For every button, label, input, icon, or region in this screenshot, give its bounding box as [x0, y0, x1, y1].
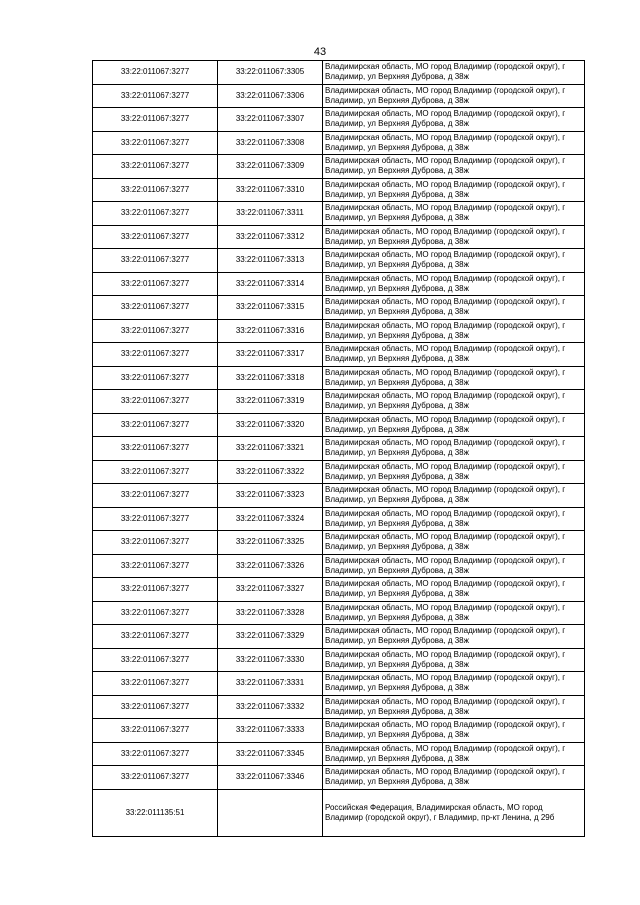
- address-cell: [323, 390, 585, 414]
- object-number-cell: 33:22:011067:3325: [218, 531, 323, 555]
- address-line: Владимир, ул Верхняя Дуброва, д 38ж: [325, 401, 469, 411]
- address-line: Владимирская область, МО город Владимир (городской округ), г: [325, 743, 566, 753]
- table-row: [93, 695, 585, 719]
- parcel-number-cell: 33:22:011067:3277: [93, 413, 218, 437]
- parcel-number-cell: 33:22:011067:3277: [93, 578, 218, 602]
- table-row: [93, 766, 585, 790]
- object-number-cell: 33:22:011067:3329: [218, 625, 323, 649]
- address-cell: [323, 131, 585, 155]
- object-number-cell: 33:22:011067:3332: [218, 695, 323, 719]
- address-line: Владимир, ул Верхняя Дуброва, д 38ж: [325, 166, 469, 176]
- address-line: Владимирская область, МО город Владимир (городской округ), г: [325, 226, 566, 236]
- table-row: [93, 366, 585, 390]
- object-number-cell: 33:22:011067:3313: [218, 249, 323, 273]
- address-line: Владимир, ул Верхняя Дуброва, д 38ж: [325, 72, 469, 82]
- address-cell: [323, 507, 585, 531]
- address-line: Владимир, ул Верхняя Дуброва, д 38ж: [325, 471, 469, 481]
- address-line: Владимирская область, МО город Владимир (городской округ), г: [325, 649, 566, 659]
- table-row: [93, 296, 585, 320]
- table-row: [93, 648, 585, 672]
- address-cell: [323, 155, 585, 179]
- table-row: [93, 625, 585, 649]
- address-line: Владимир, ул Верхняя Дуброва, д 38ж: [325, 565, 469, 575]
- table-row: [93, 343, 585, 367]
- address-cell: [323, 319, 585, 343]
- object-number-cell: 33:22:011067:3330: [218, 648, 323, 672]
- address-cell: [323, 789, 585, 836]
- table-row: [93, 742, 585, 766]
- parcel-number-cell: 33:22:011067:3277: [93, 601, 218, 625]
- table-row: [93, 719, 585, 743]
- address-cell: [323, 61, 585, 85]
- object-number-cell: 33:22:011067:3320: [218, 413, 323, 437]
- address-line: Владимирская область, МО город Владимир (городской округ), г: [325, 767, 566, 777]
- address-cell: [323, 672, 585, 696]
- address-line: Владимирская область, МО город Владимир (городской округ), г: [325, 461, 566, 471]
- address-line: Владимирская область, МО город Владимир (городской округ), г: [325, 203, 566, 213]
- address-line: Владимирская область, МО город Владимир (городской округ), г: [325, 626, 566, 636]
- table-row: [93, 413, 585, 437]
- object-number-cell: 33:22:011067:3319: [218, 390, 323, 414]
- table-row: [93, 155, 585, 179]
- address-line: Владимир, ул Верхняя Дуброва, д 38ж: [325, 330, 469, 340]
- object-number-cell: 33:22:011067:3326: [218, 554, 323, 578]
- parcel-number-cell: 33:22:011067:3277: [93, 108, 218, 132]
- table-row: [93, 131, 585, 155]
- address-cell: [323, 84, 585, 108]
- address-line: Владимирская область, МО город Владимир (городской округ), г: [325, 696, 566, 706]
- address-line: Владимирская область, МО город Владимир (городской округ), г: [325, 109, 566, 119]
- address-line: Владимирская область, МО город Владимир (городской округ), г: [325, 273, 566, 283]
- cadastral-table: [92, 60, 585, 837]
- address-line: Владимирская область, МО город Владимир (городской округ), г: [325, 532, 566, 542]
- address-cell: [323, 343, 585, 367]
- address-cell: [323, 531, 585, 555]
- parcel-number-cell: 33:22:011067:3277: [93, 202, 218, 226]
- table-row: [93, 249, 585, 273]
- object-number-cell: 33:22:011067:3331: [218, 672, 323, 696]
- address-cell: [323, 413, 585, 437]
- table-row: [93, 272, 585, 296]
- address-line: Владимирская область, МО город Владимир (городской округ), г: [325, 62, 566, 72]
- object-number-cell: 33:22:011067:3327: [218, 578, 323, 602]
- address-line: Владимир, ул Верхняя Дуброва, д 38ж: [325, 495, 469, 505]
- parcel-number-cell: 33:22:011067:3277: [93, 719, 218, 743]
- table-row: [93, 601, 585, 625]
- table-row: [93, 484, 585, 508]
- parcel-number-cell: 33:22:011067:3277: [93, 695, 218, 719]
- address-cell: [323, 178, 585, 202]
- table-row: [93, 789, 585, 836]
- parcel-number-cell: 33:22:011067:3277: [93, 343, 218, 367]
- object-number-cell: [218, 789, 323, 836]
- object-number-cell: 33:22:011067:3317: [218, 343, 323, 367]
- object-number-cell: 33:22:011067:3314: [218, 272, 323, 296]
- address-line: Владимир, ул Верхняя Дуброва, д 38ж: [325, 706, 469, 716]
- object-number-cell: 33:22:011067:3307: [218, 108, 323, 132]
- parcel-number-cell: 33:22:011067:3277: [93, 61, 218, 85]
- object-number-cell: 33:22:011067:3318: [218, 366, 323, 390]
- cadastral-table-body: [93, 61, 585, 837]
- address-line: Владимирская область, МО город Владимир (городской округ), г: [325, 320, 566, 330]
- address-cell: [323, 202, 585, 226]
- address-line: Владимирская область, МО город Владимир (городской округ), г: [325, 250, 566, 260]
- address-line: Владимир, ул Верхняя Дуброва, д 38ж: [325, 119, 469, 129]
- address-cell: [323, 366, 585, 390]
- object-number-cell: 33:22:011067:3322: [218, 460, 323, 484]
- address-cell: [323, 719, 585, 743]
- parcel-number-cell: 33:22:011067:3277: [93, 554, 218, 578]
- address-line: Владимир, ул Верхняя Дуброва, д 38ж: [325, 189, 469, 199]
- parcel-number-cell: 33:22:011067:3277: [93, 296, 218, 320]
- address-line: Владимирская область, МО город Владимир (городской округ), г: [325, 438, 566, 448]
- address-line: Владимир, ул Верхняя Дуброва, д 38ж: [325, 612, 469, 622]
- parcel-number-cell: 33:22:011067:3277: [93, 507, 218, 531]
- parcel-number-cell: 33:22:011067:3277: [93, 84, 218, 108]
- address-line: Владимирская область, МО город Владимир (городской округ), г: [325, 673, 566, 683]
- table-row: [93, 319, 585, 343]
- address-line: Владимирская область, МО город Владимир (городской округ), г: [325, 579, 566, 589]
- parcel-number-cell: 33:22:011067:3277: [93, 625, 218, 649]
- address-cell: [323, 296, 585, 320]
- object-number-cell: 33:22:011067:3316: [218, 319, 323, 343]
- parcel-number-cell: 33:22:011067:3277: [93, 437, 218, 461]
- object-number-cell: 33:22:011067:3328: [218, 601, 323, 625]
- parcel-number-cell: 33:22:011067:3277: [93, 178, 218, 202]
- address-line: Российская Федерация, Владимирская область, МО город: [325, 802, 543, 812]
- address-line: Владимир (городской округ), г Владимир, пр-кт Ленина, д 29б: [325, 812, 555, 822]
- address-cell: [323, 766, 585, 790]
- address-line: Владимирская область, МО город Владимир (городской округ), г: [325, 156, 566, 166]
- address-line: Владимирская область, МО город Владимир (городской округ), г: [325, 344, 566, 354]
- table-row: [93, 108, 585, 132]
- address-line: Владимир, ул Верхняя Дуброва, д 38ж: [325, 236, 469, 246]
- address-line: Владимирская область, МО город Владимир (городской округ), г: [325, 555, 566, 565]
- address-line: Владимирская область, МО город Владимир (городской округ), г: [325, 720, 566, 730]
- object-number-cell: 33:22:011067:3312: [218, 225, 323, 249]
- parcel-number-cell: 33:22:011067:3277: [93, 766, 218, 790]
- address-line: Владимирская область, МО город Владимир (городской округ), г: [325, 602, 566, 612]
- address-cell: [323, 695, 585, 719]
- address-cell: [323, 249, 585, 273]
- parcel-number-cell: 33:22:011067:3277: [93, 155, 218, 179]
- parcel-number-cell: 33:22:011067:3277: [93, 249, 218, 273]
- address-line: Владимирская область, МО город Владимир (городской округ), г: [325, 485, 566, 495]
- address-line: Владимир, ул Верхняя Дуброва, д 38ж: [325, 95, 469, 105]
- address-line: Владимирская область, МО город Владимир (городской округ), г: [325, 85, 566, 95]
- address-line: Владимир, ул Верхняя Дуброва, д 38ж: [325, 777, 469, 787]
- parcel-number-cell: 33:22:011067:3277: [93, 225, 218, 249]
- object-number-cell: 33:22:011067:3315: [218, 296, 323, 320]
- address-line: Владимир, ул Верхняя Дуброва, д 38ж: [325, 730, 469, 740]
- table-row: [93, 178, 585, 202]
- table-row: [93, 531, 585, 555]
- parcel-number-cell: 33:22:011067:3277: [93, 531, 218, 555]
- address-line: Владимирская область, МО город Владимир (городской округ), г: [325, 297, 566, 307]
- table-row: [93, 507, 585, 531]
- object-number-cell: 33:22:011067:3309: [218, 155, 323, 179]
- object-number-cell: 33:22:011067:3305: [218, 61, 323, 85]
- object-number-cell: 33:22:011067:3346: [218, 766, 323, 790]
- address-cell: [323, 578, 585, 602]
- address-cell: [323, 484, 585, 508]
- address-line: Владимир, ул Верхняя Дуброва, д 38ж: [325, 377, 469, 387]
- table-row: [93, 202, 585, 226]
- address-line: Владимирская область, МО город Владимир (городской округ), г: [325, 391, 566, 401]
- address-cell: [323, 437, 585, 461]
- table-row: [93, 578, 585, 602]
- parcel-number-cell: 33:22:011067:3277: [93, 672, 218, 696]
- address-line: Владимир, ул Верхняя Дуброва, д 38ж: [325, 589, 469, 599]
- object-number-cell: 33:22:011067:3321: [218, 437, 323, 461]
- address-cell: [323, 272, 585, 296]
- address-cell: [323, 648, 585, 672]
- address-line: Владимирская область, МО город Владимир (городской округ), г: [325, 508, 566, 518]
- table-row: [93, 672, 585, 696]
- parcel-number-cell: 33:22:011067:3277: [93, 390, 218, 414]
- table-row: [93, 84, 585, 108]
- address-line: Владимир, ул Верхняя Дуброва, д 38ж: [325, 448, 469, 458]
- address-cell: [323, 225, 585, 249]
- table-row: [93, 61, 585, 85]
- object-number-cell: 33:22:011067:3345: [218, 742, 323, 766]
- parcel-number-cell: 33:22:011135:51: [93, 789, 218, 836]
- address-line: Владимирская область, МО город Владимир (городской округ), г: [325, 179, 566, 189]
- address-line: Владимир, ул Верхняя Дуброва, д 38ж: [325, 424, 469, 434]
- object-number-cell: 33:22:011067:3306: [218, 84, 323, 108]
- address-line: Владимир, ул Верхняя Дуброва, д 38ж: [325, 636, 469, 646]
- address-line: Владимир, ул Верхняя Дуброва, д 38ж: [325, 283, 469, 293]
- object-number-cell: 33:22:011067:3308: [218, 131, 323, 155]
- address-line: Владимир, ул Верхняя Дуброва, д 38ж: [325, 354, 469, 364]
- table-row: [93, 554, 585, 578]
- address-line: Владимирская область, МО город Владимир (городской округ), г: [325, 367, 566, 377]
- parcel-number-cell: 33:22:011067:3277: [93, 366, 218, 390]
- address-cell: [323, 554, 585, 578]
- object-number-cell: 33:22:011067:3311: [218, 202, 323, 226]
- address-cell: [323, 625, 585, 649]
- address-cell: [323, 108, 585, 132]
- object-number-cell: 33:22:011067:3333: [218, 719, 323, 743]
- address-line: Владимир, ул Верхняя Дуброва, д 38ж: [325, 518, 469, 528]
- object-number-cell: 33:22:011067:3324: [218, 507, 323, 531]
- address-line: Владимир, ул Верхняя Дуброва, д 38ж: [325, 260, 469, 270]
- address-line: Владимирская область, МО город Владимир (городской округ), г: [325, 414, 566, 424]
- address-line: Владимир, ул Верхняя Дуброва, д 38ж: [325, 542, 469, 552]
- address-line: Владимир, ул Верхняя Дуброва, д 38ж: [325, 659, 469, 669]
- address-cell: [323, 460, 585, 484]
- address-line: Владимир, ул Верхняя Дуброва, д 38ж: [325, 753, 469, 763]
- table-row: [93, 460, 585, 484]
- parcel-number-cell: 33:22:011067:3277: [93, 272, 218, 296]
- table-row: [93, 437, 585, 461]
- parcel-number-cell: 33:22:011067:3277: [93, 131, 218, 155]
- parcel-number-cell: 33:22:011067:3277: [93, 460, 218, 484]
- object-number-cell: 33:22:011067:3310: [218, 178, 323, 202]
- object-number-cell: 33:22:011067:3323: [218, 484, 323, 508]
- address-line: Владимирская область, МО город Владимир (городской округ), г: [325, 132, 566, 142]
- address-cell: [323, 601, 585, 625]
- address-line: Владимир, ул Верхняя Дуброва, д 38ж: [325, 683, 469, 693]
- parcel-number-cell: 33:22:011067:3277: [93, 319, 218, 343]
- address-cell: [323, 742, 585, 766]
- address-line: Владимир, ул Верхняя Дуброва, д 38ж: [325, 142, 469, 152]
- table-row: [93, 390, 585, 414]
- address-line: Владимир, ул Верхняя Дуброва, д 38ж: [325, 307, 469, 317]
- table-row: [93, 225, 585, 249]
- address-line: Владимир, ул Верхняя Дуброва, д 38ж: [325, 213, 469, 223]
- page-number: 43: [313, 46, 327, 58]
- parcel-number-cell: 33:22:011067:3277: [93, 648, 218, 672]
- parcel-number-cell: 33:22:011067:3277: [93, 742, 218, 766]
- parcel-number-cell: 33:22:011067:3277: [93, 484, 218, 508]
